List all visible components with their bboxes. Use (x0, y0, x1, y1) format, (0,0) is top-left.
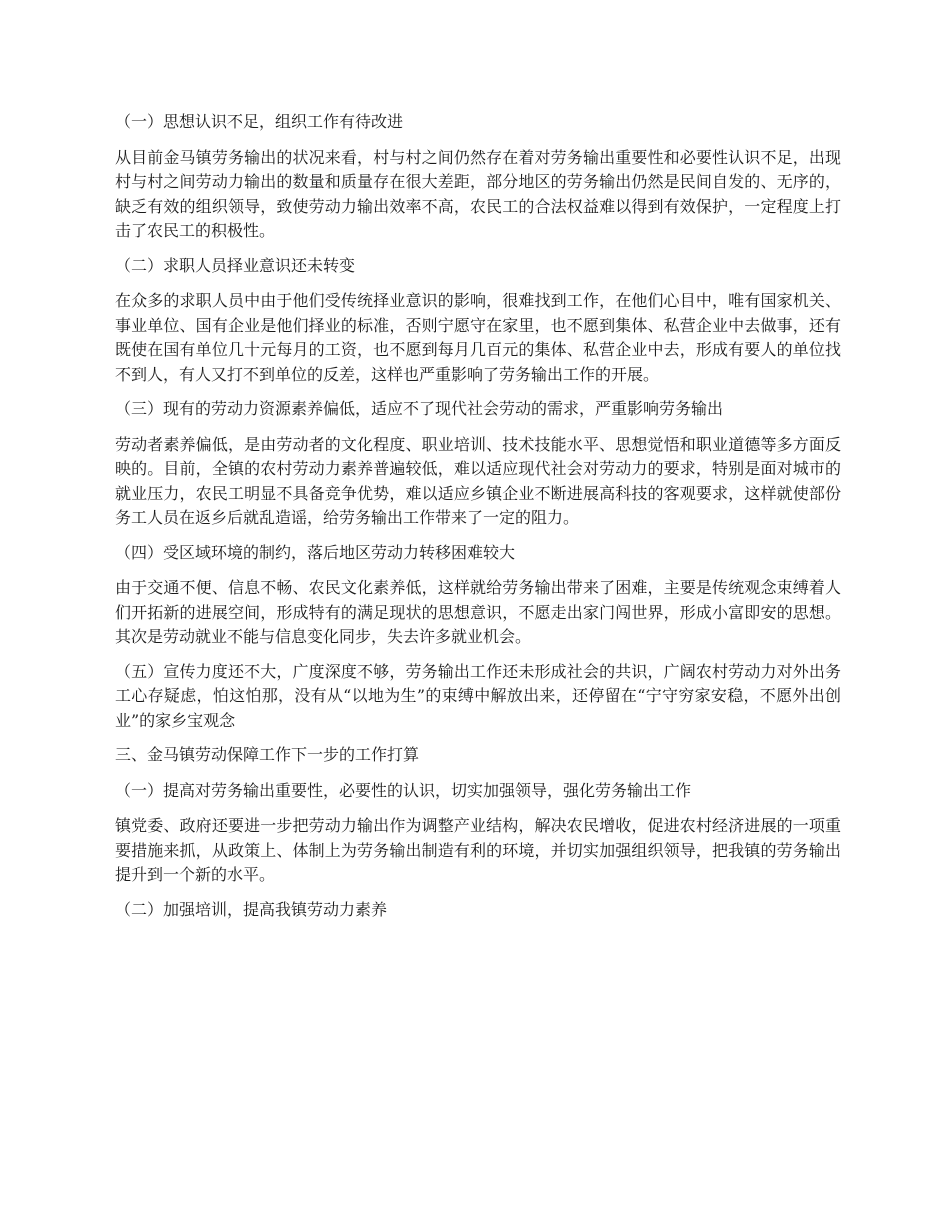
section-heading: （一）思想认识不足，组织工作有待改进 (115, 112, 404, 131)
section-heading: （二）加强培训，提高我镇劳动力素养 (115, 899, 388, 919)
body-paragraph: 镇党委、政府还要进一步把劳动力输出作为调整产业结构，解决农民增收，促进农村经济进展的一项重要措施来抓，从政策上、体制上为劳务输出制造有利的环境，并切实加强组织领导，把我镇的劳务输出提升到一个新的水平。 (115, 816, 841, 884)
body-paragraph: 从目前金马镇劳务输出的状况来看，村与村之间仍然存在着对劳务输出重要性和必要性认识不足，出现村与村之间劳动力输出的数量和质量存在很大差距，部分地区的劳务输出仍然是民间自发的、无序的，缺乏有效的组织领导，致使劳动力输出效率不高，农民工的合法权益难以得到有效保护，一定程度上打击了农民工的积极性。 (115, 147, 841, 240)
body-paragraph: 由于交通不便、信息不畅、农民文化素养低，这样就给劳务输出带来了困难，主要是传统观念束缚着人们开拓新的进展空间，形成特有的满足现状的思想意识，不愿走出家门闯世界，形成小富即安的思想。其次是劳动就业不能与信息变化同步，失去许多就业机会。 (115, 578, 841, 646)
section-heading: （四）受区域环境的制约，落后地区劳动力转移困难较大 (115, 542, 516, 562)
body-paragraph: 在众多的求职人员中由于他们受传统择业意识的影响，很难找到工作，在他们心目中，唯有国家机关、事业单位、国有企业是他们择业的标准，否则宁愿守在家里，也不愿到集体、私营企业中去做事，还有既使在国有单位几十元每月的工资，也不愿到每月几百元的集体、私营企业中去，形成有要人的单位找不到人，有人又打不到单位的反差，这样也严重影响了劳务输出工作的开展。 (115, 291, 841, 384)
section-heading: （二）求职人员择业意识还未转变 (115, 255, 356, 275)
chapter-heading: 三、金马镇劳动保障工作下一步的工作打算 (115, 745, 420, 764)
section-heading: （一）提高对劳务输出重要性，必要性的认识，切实加强领导，强化劳务输出工作 (115, 780, 692, 800)
body-paragraph: （五）宣传力度还不大，广度深度不够，劳务输出工作还未形成社会的共识，广阔农村劳动力对外出务工心存疑虑，怕这怕那，没有从“以地为生”的束缚中解放出来，还停留在“宁守穷家安稳，不愿外出创业”的家乡宝观念 (115, 661, 841, 730)
document-page (115, 110, 841, 933)
section-heading: （三）现有的劳动力资源素养偏低，适应不了现代社会劳动的需求，严重影响劳务输出 (115, 399, 724, 418)
body-paragraph: 劳动者素养偏低，是由劳动者的文化程度、职业培训、技术技能水平、思想觉悟和职业道德等多方面反映的。目前，全镇的农村劳动力素养普遍较低，难以适应现代社会对劳动力的要求，特别是面对城市的就业压力，农民工明显不具备竞争优势，难以适应乡镇企业不断进展高科技的客观要求，这样就使部份务工人员在返乡后就乱造谣，给劳务输出工作带来了一定的阻力。 (115, 434, 841, 527)
